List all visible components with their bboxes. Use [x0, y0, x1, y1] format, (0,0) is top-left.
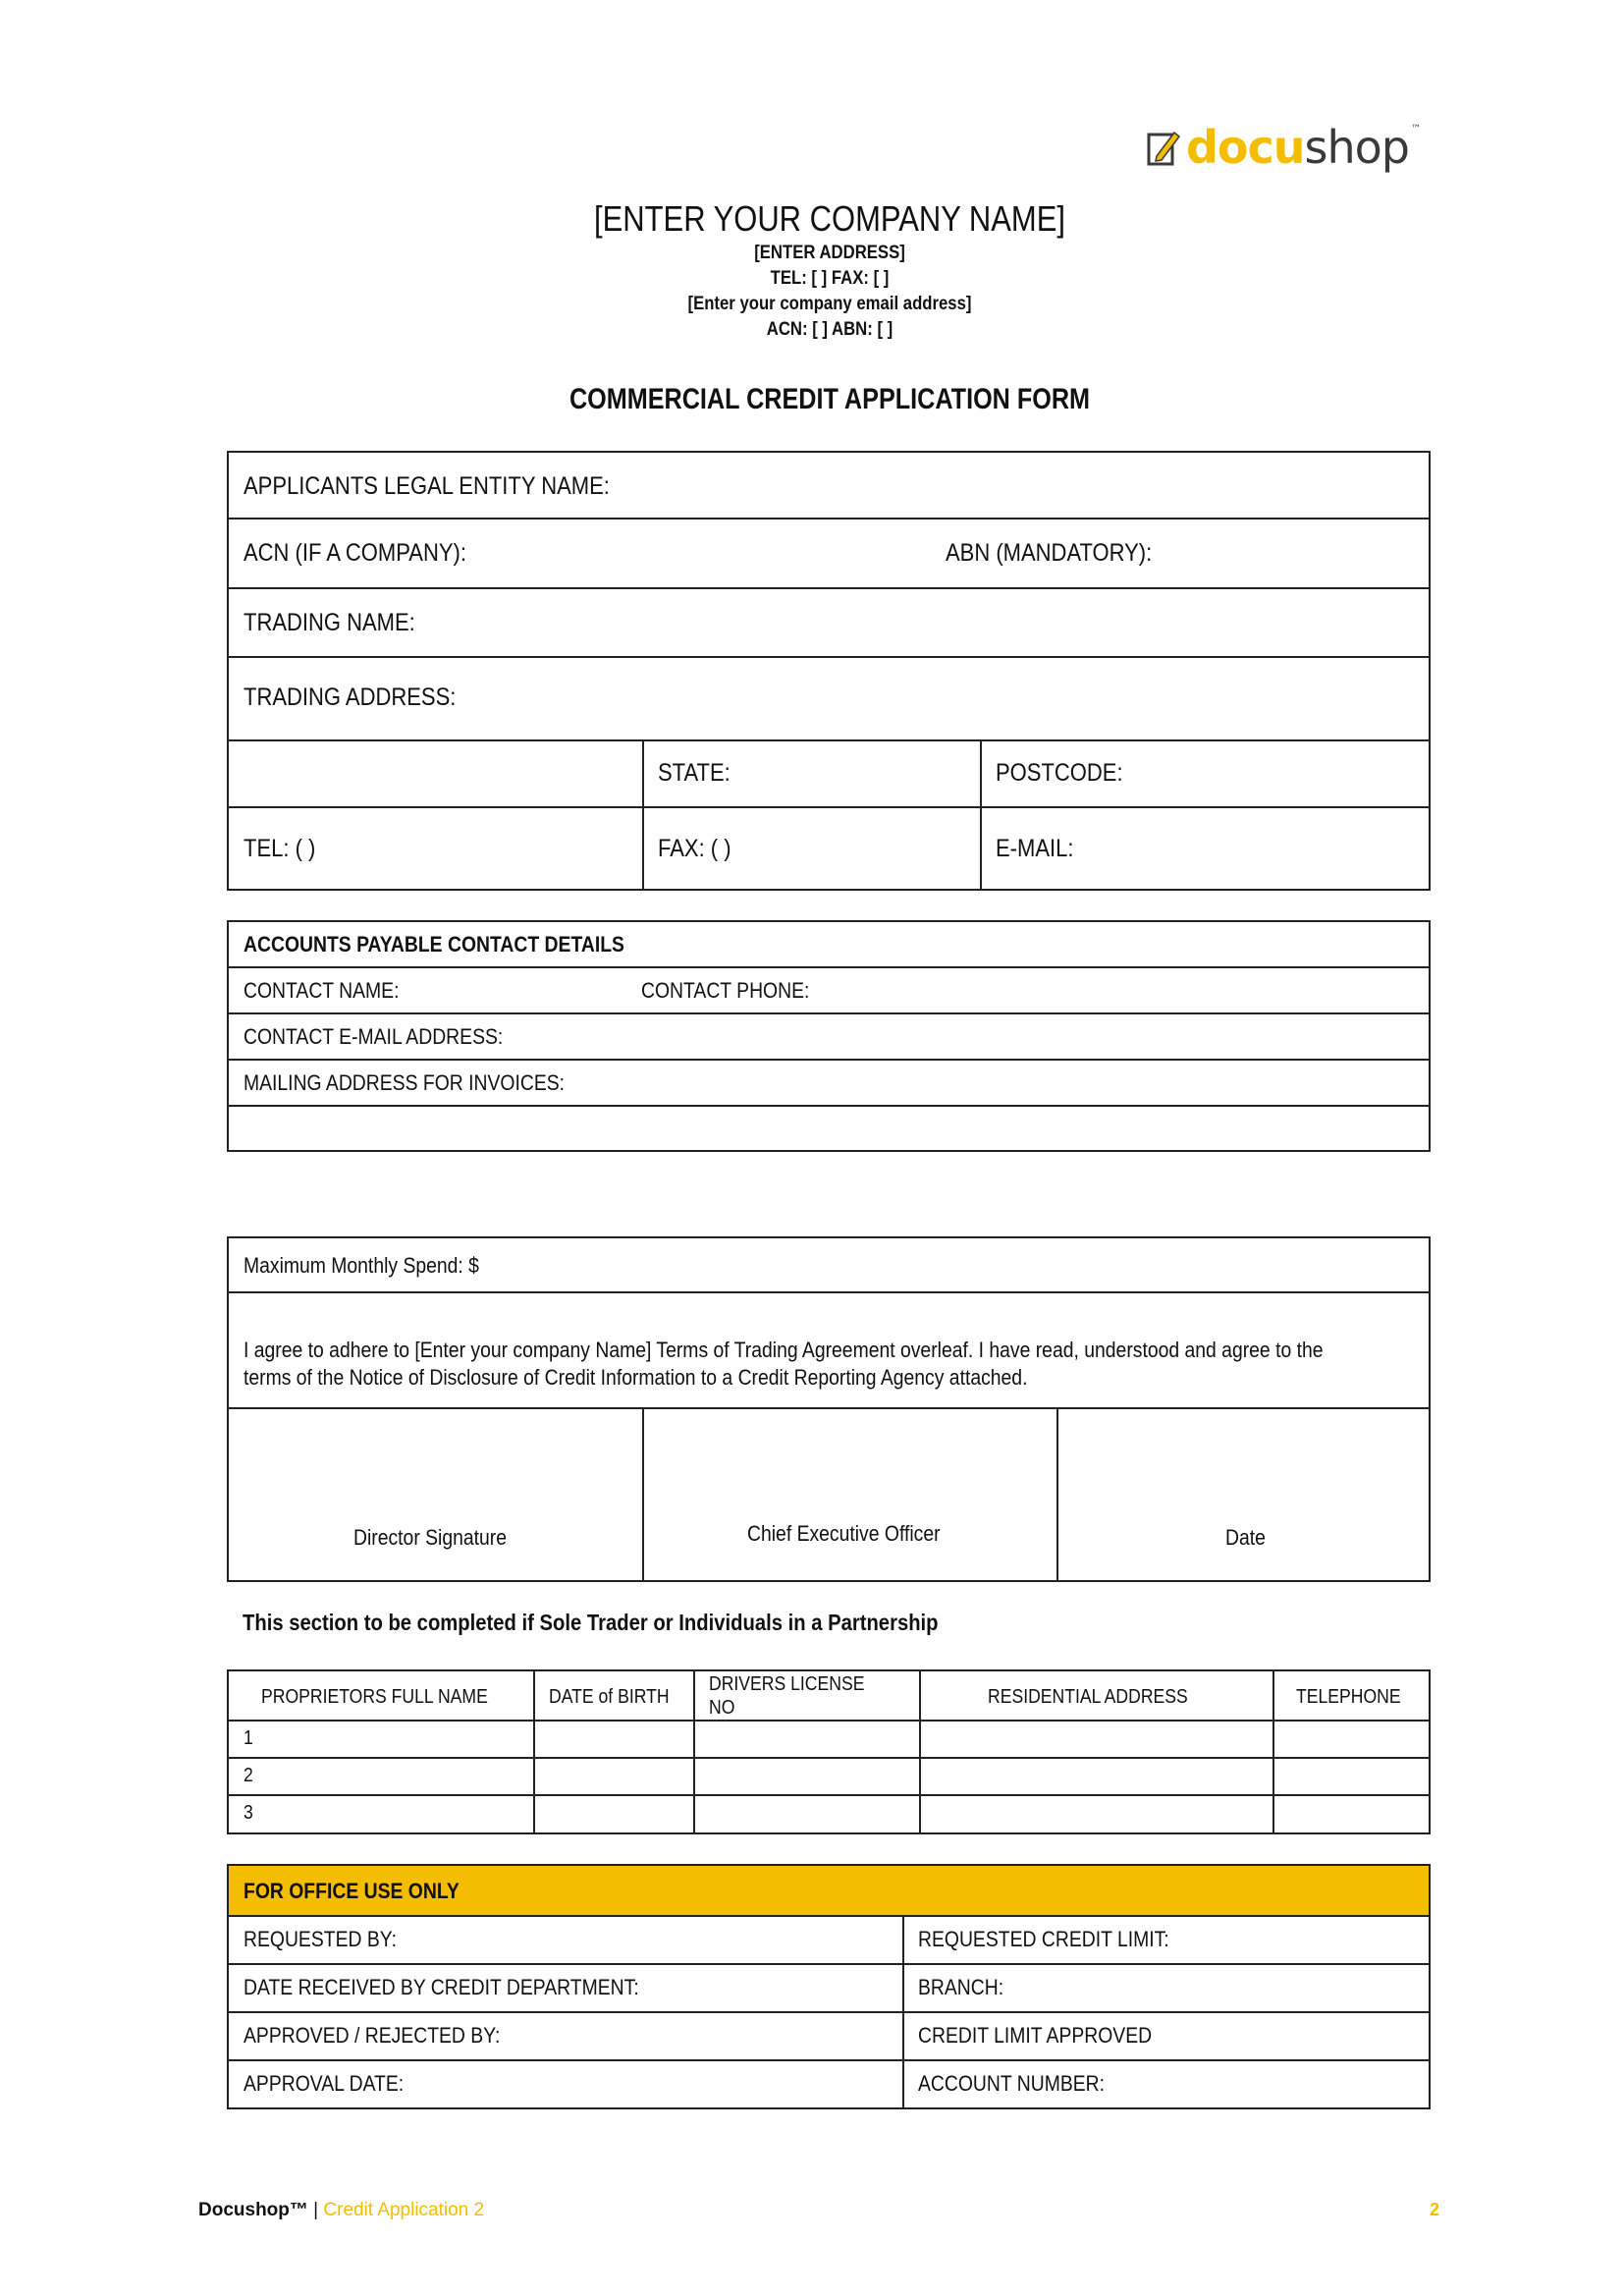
approval-date-label: APPROVAL DATE: — [244, 2071, 405, 2096]
state-label: STATE: — [658, 759, 731, 787]
acn-label: ACN (IF A COMPANY): — [244, 539, 466, 567]
date-label: Date — [1225, 1525, 1266, 1550]
col-date-of-birth: DATE of BIRTH — [549, 1686, 670, 1708]
trading-name-label: TRADING NAME: — [244, 609, 415, 636]
fax-label: FAX: ( ) — [658, 835, 731, 862]
branch-label: BRANCH: — [918, 1975, 1004, 1999]
abn-label: ABN (MANDATORY): — [946, 539, 1153, 567]
logo-docu-text: docu — [1186, 121, 1305, 174]
accounts-payable-title: ACCOUNTS PAYABLE CONTACT DETAILS — [244, 932, 624, 957]
company-email: [Enter your company email address] — [687, 294, 972, 314]
contact-phone-label: CONTACT PHONE: — [641, 978, 810, 1003]
requested-by-label: REQUESTED BY: — [244, 1927, 398, 1951]
date-received-label: DATE RECEIVED BY CREDIT DEPARTMENT: — [244, 1975, 639, 1999]
footer — [198, 2200, 484, 2221]
requested-credit-limit-label: REQUESTED CREDIT LIMIT: — [918, 1927, 1169, 1951]
col-drivers-license: DRIVERS LICENSE — [709, 1673, 865, 1695]
ceo-label: Chief Executive Officer — [747, 1521, 941, 1546]
pencil-note-icon — [1147, 129, 1180, 166]
office-use-title: FOR OFFICE USE ONLY — [244, 1879, 460, 1903]
table-row-number: 1 — [244, 1727, 253, 1749]
postcode-label: POSTCODE: — [996, 759, 1123, 787]
agreement-table — [227, 1236, 1431, 1582]
col-proprietor-name: PROPRIETORS FULL NAME — [261, 1686, 488, 1708]
col-residential-address: RESIDENTIAL ADDRESS — [988, 1686, 1188, 1708]
legal-entity-label: APPLICANTS LEGAL ENTITY NAME: — [244, 472, 610, 500]
footer-document-name: Credit Application 2 — [323, 2200, 485, 2220]
account-number-label: ACCOUNT NUMBER: — [918, 2071, 1106, 2096]
logo-shop-text: shop — [1304, 121, 1410, 174]
max-spend-label: Maximum Monthly Spend: $ — [244, 1253, 479, 1278]
accounts-payable-table — [227, 920, 1431, 1152]
agreement-line-2: terms of the Notice of Disclosure of Credit Information to a Credit Reporting Agency attached. — [244, 1365, 1028, 1390]
company-address: [ENTER ADDRESS] — [754, 243, 905, 263]
credit-limit-approved-label: CREDIT LIMIT APPROVED — [918, 2023, 1153, 2048]
email-label: E-MAIL: — [996, 835, 1074, 862]
contact-email-label: CONTACT E-MAIL ADDRESS: — [244, 1024, 504, 1049]
form-title: COMMERCIAL CREDIT APPLICATION FORM — [568, 383, 1091, 415]
logo-tm: ™ — [1411, 124, 1421, 135]
page-number: 2 — [1430, 2200, 1440, 2219]
office-use-table — [227, 1864, 1431, 2109]
contact-name-label: CONTACT NAME: — [244, 978, 400, 1003]
footer-brand: Docushop™ — [198, 2200, 308, 2220]
director-signature-label: Director Signature — [353, 1525, 508, 1550]
agreement-line-1: I agree to adhere to [Enter your company Name] Terms of Trading Agreement overleaf. I have read, understood and agree to the — [244, 1338, 1324, 1362]
col-telephone: TELEPHONE — [1296, 1686, 1401, 1708]
approved-by-label: APPROVED / REJECTED BY: — [244, 2023, 501, 2048]
company-name: [ENTER YOUR COMPANY NAME] — [594, 198, 1065, 239]
tel-label: TEL: ( ) — [244, 835, 316, 862]
docushop-logo — [1147, 120, 1420, 175]
footer-separator: | — [307, 2200, 324, 2220]
proprietors-table — [227, 1669, 1431, 1834]
col-drivers-license-no: NO — [709, 1697, 735, 1719]
trading-address-label: TRADING ADDRESS: — [244, 683, 457, 711]
applicant-details-table — [227, 451, 1431, 891]
table-row-number: 2 — [244, 1765, 253, 1786]
table-row-number: 3 — [244, 1802, 253, 1824]
sole-trader-heading: This section to be completed if Sole Trader or Individuals in a Partnership — [243, 1610, 939, 1635]
company-tel-fax: TEL: [ ] FAX: [ ] — [770, 268, 890, 289]
mailing-address-label: MAILING ADDRESS FOR INVOICES: — [244, 1070, 566, 1095]
company-acn-abn: ACN: [ ] ABN: [ ] — [766, 319, 893, 340]
